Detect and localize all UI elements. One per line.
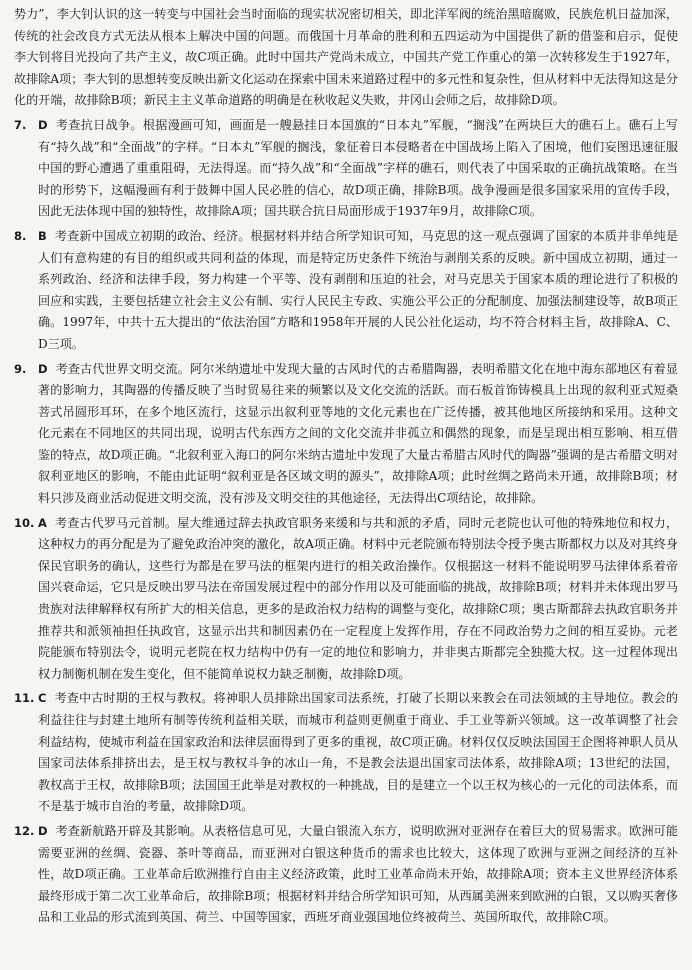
explanation-text: 考查古代世界文明交流。阿尔米纳遗址中发现大量的古风时代的古希腊陶器，表明希腊文化在地中海东部地区有着显著的影响力，其陶器的传播反映了当时贸易往来的频繁以及文化交流的活跃。而石板首饰铸模具上出现的叙利亚式短桑菩式吊圆形耳环，在多个地区流行，这显示出叙利亚等地的文化元素也在广泛传播，被其他地区所接纳和采用。这种文化元素在不同地区的共同出现，说明古代东西方之间的文化交流并非孤立和偶然的现象，而是呈现出相互影响、相互借鉴的特点，故D项正确。“北叙利亚入海口的阿尔米纳古遗址中发现了大量古希腊古风时代的陶器”强调的是古希腊文明对叙利亚地区的影响，不能由此证明“叙利亚是各区域文明的源头”，故排除A项；此时丝绸之路尚未开通，故排除B项；材料只涉及商业活动促进文明交流，没有涉及文明交往的其他途径，无法得出C项结论，故排除。	[38, 361, 678, 506]
explanation-text: 考查古代罗马元首制。屋大维通过辞去执政官职务来缓和与共和派的矛盾，同时元老院也认可他的特殊地位和权力，这种权力的再分配是为了避免政治冲突的激化，故A项正确。材料中元老院颁布特别法令授予奥古斯都权力以及对其终身保民官职务的确认，这些行为都是在罗马法的框架内进行的相关政治操作。仅根据这一材料不能说明罗马法律体系着帝国兴衰命运，它只是反映出罗马法在帝国发展过程中的部分作用以及可能面临的挑战，故排除B项；材料并未体现出罗马贵族对法律解释权有所扩大的相关信息，更多的是政治权力结构的调整与变化，故排除C项；奥古斯都辞去执政官职务并推荐共和派领袖担任执政官，这显示出共和制因素仍在一定程度上发挥作用，存在不同政治势力之间的相互妥协。元老院能颁布特别法令，说明元老院在权力结构中仍有一定的地位和影响力，并非奥古斯都完全独揽大权。这一过程体现出权力制衡机制在发生变化，但不能简单说权力缺乏制衡，故排除D项。	[38, 515, 678, 681]
question-number: 9.	[14, 361, 27, 376]
question-number: 10.	[14, 515, 35, 530]
explanation-text: 考查新航路开辟及其影响。从表格信息可见，大量白银流入东方，说明欧洲对亚洲存在着巨大的贸易需求。欧洲可能需要亚洲的丝绸、瓷器、茶叶等商品，而亚洲对白银这种货币的需求也比较大，这体现了欧洲与亚洲之间经济的互补性，故D项正确。工业革命后欧洲推行自由主义经济政策，此时工业革命尚未开始，故排除A项；资本主义世界经济体系最终形成于第二次工业革命后，故排除B项；根据材料并结合所学知识可知，从西属美洲来到欧洲的白银，又以购买奢侈品和工业品的形式流到英国、荷兰、中国等国家，西班牙商业强国地位终被荷兰、英国所取代，故排除C项。	[38, 823, 678, 925]
answer-letter: B	[38, 228, 47, 243]
answer-letter: D	[38, 361, 48, 376]
explanation-text: 考查中古时期的王权与教权。将神职人员排除出国家司法系统，打破了长期以来教会在司法领域的主导地位。教会的利益往往与封建土地所有制等传统利益相关联，而城市利益则更侧重于商业、手工业等新兴领域。这一改革调整了社会利益结构，使城市利益在国家政治和法律层面得到了更多的重视，故C项正确。材料仅仅反映法国国王企图将神职人员从国家司法体系排挤出去，是王权与教权斗争的冰山一角，不是教会法退出国家司法体系，故排除A项；13世纪的法国，教权高于王权，故排除B项；法国国王此举是对教权的一种挑战，目的是建立一个以王权为核心的一元化的司法体系，而不是基于城市自治的考量，故排除D项。	[38, 691, 678, 814]
answer-item-8	[14, 226, 678, 356]
explanation-text: 考查抗日战争。根据漫画可知，画面是一艘悬挂日本国旗的“日本丸”军舰，“搁浅”在两块巨大的礁石上。礁石上写有“持久战”和“全面战”的字样。“日本丸”军舰的搁浅，象征着日本侵略者在中国战场上陷入了困境，他们妄图迅速征服中国的野心遭遇了重重阻碍，无法得逞。而“持久战”和“全面战”字样的礁石，则代表了中国采取的正确抗战策略。在当时的形势下，这幅漫画有利于鼓舞中国人民必胜的信心，故D项正确，排除B项。战争漫画是很多国家采用的宣传手段，因此无法体现中国的独特性，故排除A项；国共联合抗日局面形成于1937年9月，故排除C项。	[38, 117, 678, 219]
question-number: 8.	[14, 228, 27, 243]
answer-letter: C	[38, 691, 47, 706]
answer-letter: A	[38, 515, 47, 530]
answer-item-7	[14, 115, 678, 223]
question-number: 7.	[14, 117, 27, 132]
question-number: 11.	[14, 691, 35, 706]
answer-item-12	[14, 821, 678, 929]
explanation-text: 考查新中国成立初期的政治、经济。根据材料并结合所学知识可知，马克思的这一观点强调了国家的本质并非单纯是人们有意构建的有目的组织或共同利益的体现，而是特定历史条件下统治与剥削关系的反映。新中国成立初期，通过一系列政治、经济和法律手段，努力构建一个平等、没有剥削和压迫的社会，对马克思关于国家本质的理论进行了积极的回应和实践，主要包括建立社会主义公有制、实行人民民主专政、实施公平公正的分配制度、加强法制建设等，故B项正确。1997年，中共十五大提出的“依法治国”方略和1958年开展的人民公社化运动，均不符合材料主旨，故排除A、C、D三项。	[38, 228, 678, 351]
answer-item-9	[14, 359, 678, 510]
answer-letter: D	[38, 117, 48, 132]
answer-item-10	[14, 513, 678, 686]
continued-paragraph: 势力”，李大钊认识的这一转变与中国社会当时面临的现实状况密切相关，即北洋军阀的统治黑暗腐败，民族危机日益加深，传统的社会改良方式无法从根本上解决中国的问题。而俄国十月革命的胜利和五四运动为中国提供了新的借鉴和启示，促使李大钊将目光投向了共产主义，故C项正确。此时中国共产党尚未成立，中国共产党工作重心的第一次转移发生于1927年，故排除A项；李大钊的思想转变反映出新文化运动在探索中国未来道路过程中的多元性和复杂性，但从材料中无法得知这是分化的开端，故排除B项；新民主主义革命道路的明确是在秋收起义失败，井冈山会师之后，故排除D项。	[14, 7, 678, 108]
answer-letter: D	[38, 823, 48, 838]
question-number: 12.	[14, 823, 35, 838]
answer-item-11	[14, 688, 678, 818]
